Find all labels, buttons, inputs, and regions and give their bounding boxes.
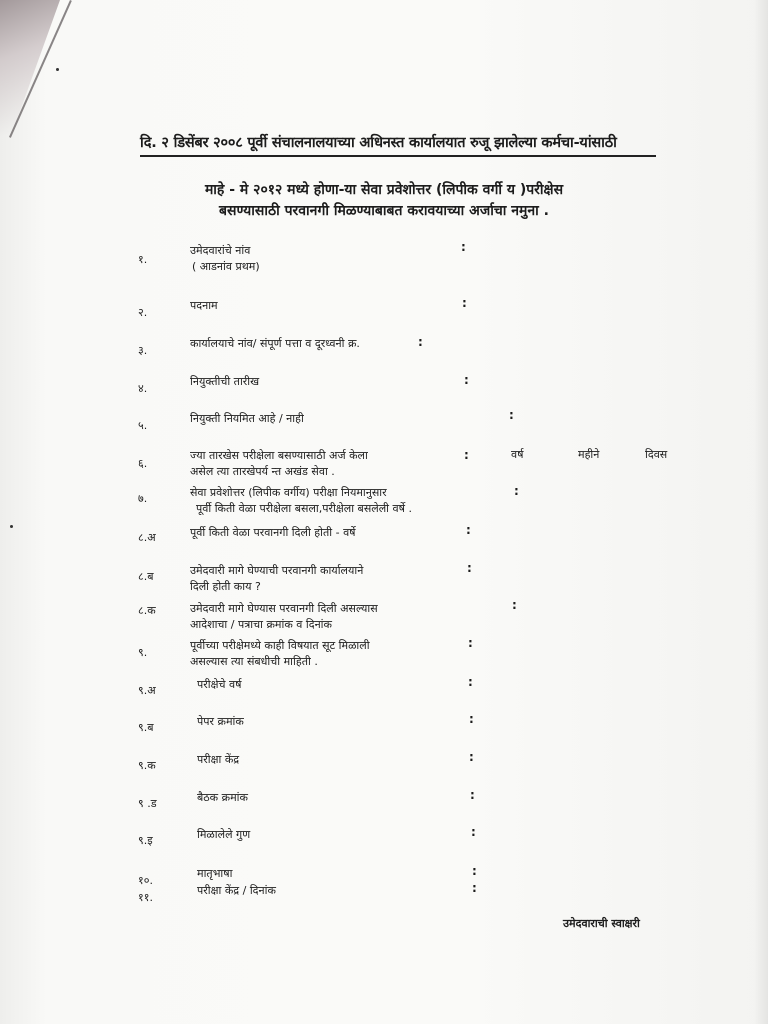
item-label: सेवा प्रवेशोत्तर (लिपीक वर्गीय) परीक्षा नियमानुसार पूर्वी किती वेळा परीक्षेला बसला,परीक्षेला बसलेली वर्षे . <box>190 486 412 515</box>
item-label: मिळालेले गुण <box>197 828 251 841</box>
item-label: उमेदवारी मागे घेण्यास परवानगी दिली असल्यास आदेशाचा / पत्राचा क्रमांक व दिनांक <box>190 602 378 631</box>
item-label: उमेदवारांचे नांव ( आडनांव प्रथम) <box>190 244 260 273</box>
item-number: ९ .ड <box>138 797 157 810</box>
colon: : <box>470 788 475 802</box>
item-label: पेपर क्रमांक <box>197 715 244 728</box>
colon: : <box>514 484 519 498</box>
page-title: दि. २ डिसेंबर २००८ पूर्वी संचालनालयाच्या अधिनस्त कार्यालयात रुजू झालेल्या कर्मचा-यांसाठी <box>140 135 617 151</box>
subtitle-line-2: बसण्यासाठी परवानगी मिळण्याबाबत करावयाच्या अर्जाचा नमुना . <box>219 203 549 219</box>
item-label: उमेदवारी मागे घेण्याची परवानगी कार्यालयाने दिली होती काय ? <box>190 564 364 593</box>
item-label: मातृभाषा <box>197 867 233 880</box>
item-number: १०. <box>138 874 153 887</box>
colon: : <box>461 240 466 254</box>
colon: : <box>464 373 469 387</box>
item-number: १. <box>138 253 148 266</box>
service-days-header: दिवस <box>645 448 668 461</box>
subtitle-line-1: माहे - मे २०१२ मध्ये होणा-या सेवा प्रवेशोत्तर (लिपीक वर्गी य )परीक्षेस <box>204 182 564 198</box>
item-number: ९.क <box>138 759 156 772</box>
page-right-edge <box>754 0 768 1024</box>
item-number: ६. <box>138 457 148 470</box>
item-number: ५. <box>138 419 148 432</box>
item-label: परीक्षा केंद्र / दिनांक <box>197 884 276 897</box>
colon: : <box>466 523 471 537</box>
colon: : <box>418 335 423 349</box>
item-label: बैठक क्रमांक <box>197 791 248 804</box>
service-years-header: वर्ष <box>511 448 524 461</box>
colon: : <box>509 408 514 422</box>
colon: : <box>469 712 474 726</box>
item-label: नियुक्ती नियमित आहे / नाही <box>190 412 304 425</box>
scan-speck <box>56 68 59 71</box>
item-number: ९.अ <box>138 684 156 697</box>
item-label: पूर्वी किती वेळा परवानगी दिली होती - वर्षे <box>190 526 356 539</box>
colon: : <box>472 864 477 878</box>
colon: : <box>462 296 467 310</box>
item-number: ९. <box>138 646 148 659</box>
candidate-signature-label: उमेदवाराची स्वाक्षरी <box>563 917 640 930</box>
item-label: ज्या तारखेस परीक्षेला बसण्यासाठी अर्ज केला असेल त्या तारखेपर्य न्त अखंड सेवा . <box>190 449 368 478</box>
colon: : <box>468 675 473 689</box>
item-number: ८.अ <box>138 531 156 544</box>
title-underline <box>140 155 656 157</box>
item-number: ८.क <box>138 604 156 617</box>
scan-speck <box>10 525 13 528</box>
colon: : <box>512 598 517 612</box>
item-label: पूर्वीच्या परीक्षेमध्ये काही विषयात सूट मिळाली असल्यास त्या संबधीची माहिती . <box>190 639 370 668</box>
item-number: २. <box>138 306 148 319</box>
item-label: नियुक्तीची तारीख <box>190 375 260 388</box>
item-number: ७. <box>138 492 148 505</box>
page-fold-shadow <box>0 0 60 150</box>
item-label: पदनाम <box>190 299 218 312</box>
item-number: ९.इ <box>138 834 153 847</box>
service-months-header: महीने <box>578 448 600 461</box>
item-number: ८.ब <box>138 570 154 583</box>
colon: : <box>468 636 473 650</box>
item-number: ४. <box>138 382 148 395</box>
item-label: परीक्षा केंद्र <box>197 753 240 766</box>
item-number: ३. <box>138 344 148 357</box>
colon: : <box>464 448 469 462</box>
item-label: परीक्षेचे वर्ष <box>197 678 242 691</box>
colon: : <box>472 881 477 895</box>
item-number: ११. <box>138 891 153 904</box>
item-label: कार्यालयाचे नांव/ संपूर्ण पत्ता व दूरध्वनी क्र. <box>190 337 360 350</box>
item-number: ९.ब <box>138 721 154 734</box>
colon: : <box>467 561 472 575</box>
colon: : <box>469 750 474 764</box>
colon: : <box>471 825 476 839</box>
